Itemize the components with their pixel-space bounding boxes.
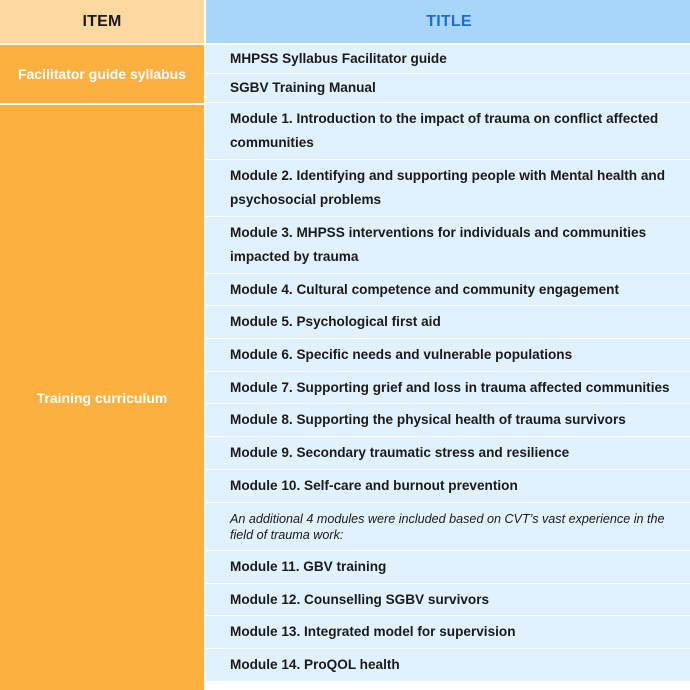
table-row: Module 13. Integrated model for supervision [206,616,690,649]
table-row: Module 7. Supporting grief and loss in trauma affected communities [206,372,690,404]
table-row: Module 14. ProQOL health [206,649,690,682]
table-row: Module 12. Counselling SGBV survivors [206,584,690,616]
table-row: MHPSS Syllabus Facilitator guide [206,45,690,74]
header-item: ITEM [0,0,204,43]
category-training-curriculum: Training curriculum [0,105,204,690]
table-row: SGBV Training Manual [206,74,690,103]
table-row: Module 6. Specific needs and vulnerable populations [206,339,690,372]
table-row: Module 1. Introduction to the impact of trauma on conflict affected communities [206,103,690,160]
header-title: TITLE [206,0,690,43]
additional-modules-note: An additional 4 modules were included based on CVT’s vast experience in the field of trauma work: [206,503,690,551]
table-row: Module 4. Cultural competence and community engagement [206,274,690,306]
title-column [206,45,690,690]
table-row: Module 9. Secondary traumatic stress and resilience [206,437,690,470]
item-column [0,45,204,690]
table-row: Module 10. Self-care and burnout prevention [206,470,690,503]
table-row: Module 2. Identifying and supporting people with Mental health and psychosocial problems [206,160,690,217]
table-row: Module 3. MHPSS interventions for individuals and communities impacted by trauma [206,217,690,274]
table-row: Module 5. Psychological first aid [206,306,690,339]
category-facilitator-guide-syllabus: Facilitator guide syllabus [0,45,204,103]
table-row: Module 8. Supporting the physical health of trauma survivors [206,404,690,437]
table-row: Module 11. GBV training [206,551,690,584]
